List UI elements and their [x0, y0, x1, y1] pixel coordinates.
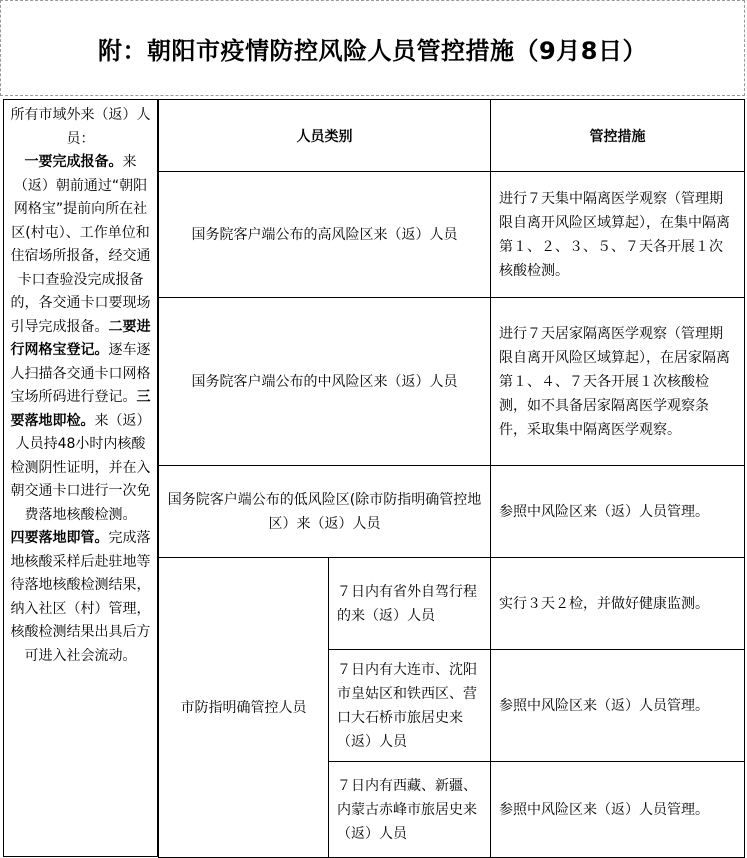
notice-heading-4: 四要落地即管。: [10, 530, 109, 546]
row-category: 国务院客户端公布的低风险区(除市防指明确管控地区）来（返）人员: [159, 466, 491, 558]
notice-text-3: 来（返）人员持48小时内核酸检测阴性证明，并在入朝交通卡口进行一次免费落地核酸检测。: [10, 412, 151, 523]
row-measure: 进行７天居家隔离医学观察（管理期限自离开风险区域算起），在居家隔离第１、４、７天各开展１次核酸检测，如不具备居家隔离医学观察条件，采取集中隔离医学观察。: [491, 298, 745, 466]
row-category: 国务院客户端公布的中风险区来（返）人员: [159, 298, 491, 466]
notice-heading-1: 一要完成报备。: [24, 154, 123, 170]
sidebar-notice: [3, 99, 158, 857]
row-measure: 参照中风险区来（返）人员管理。: [491, 466, 745, 558]
notice-text-1: 来（返）朝前通过“朝阳网格宝”提前向所在社区(村屯）、工作单位和住宿场所报备，经交通卡口查验没完成报备的，各交通卡口要现场引导完成报备。: [10, 154, 151, 335]
table-row: [159, 172, 745, 298]
measures-table: [158, 99, 745, 858]
sub-category: ７日内有大连市、沈阳市皇姑区和铁西区、营口大石桥市旅居史来（返）人员: [329, 650, 491, 762]
table-row: [159, 466, 745, 558]
page-title: 附：朝阳市疫情防控风险人员管控措施（9月8日）: [98, 36, 647, 65]
notice-text-4: 完成落地核酸采样后赴驻地等待落地核酸检测结果，纳入社区（村）管理，核酸检测结果出具后方可进入社会流动。: [10, 530, 151, 664]
notice-heading-3: 三要落地即检。: [10, 389, 151, 429]
group-category: 市防指明确管控人员: [159, 558, 329, 858]
notice-intro: 所有市域外来（返）人员：: [10, 107, 151, 147]
row-measure: 参照中风险区来（返）人员管理。: [491, 650, 745, 762]
notice-text-2: 逐车逐人扫描各交通卡口网格宝场所码进行登记。: [10, 342, 151, 405]
header-category: 人员类别: [159, 100, 491, 172]
notice-heading-2: 二要进行网格宝登记。: [10, 318, 151, 358]
row-category: 国务院客户端公布的高风险区来（返）人员: [159, 172, 491, 298]
table-header-row: [159, 100, 745, 172]
sub-category: ７日内有西藏、新疆、内蒙古赤峰市旅居史来（返）人员: [329, 762, 491, 858]
row-measure: 参照中风险区来（返）人员管理。: [491, 762, 745, 858]
sub-category: ７日内有省外自驾行程的来（返）人员: [329, 558, 491, 650]
header-measures: 管控措施: [491, 100, 745, 172]
table-row: [159, 298, 745, 466]
row-measure: 实行３天２检，并做好健康监测。: [491, 558, 745, 650]
table-row: [159, 558, 745, 650]
row-measure: 进行７天集中隔离医学观察（管理期限自离开风险区域算起），在集中隔离第１、２、３、５、７天各开展１次核酸检测。: [491, 172, 745, 298]
title-box: [0, 0, 745, 96]
